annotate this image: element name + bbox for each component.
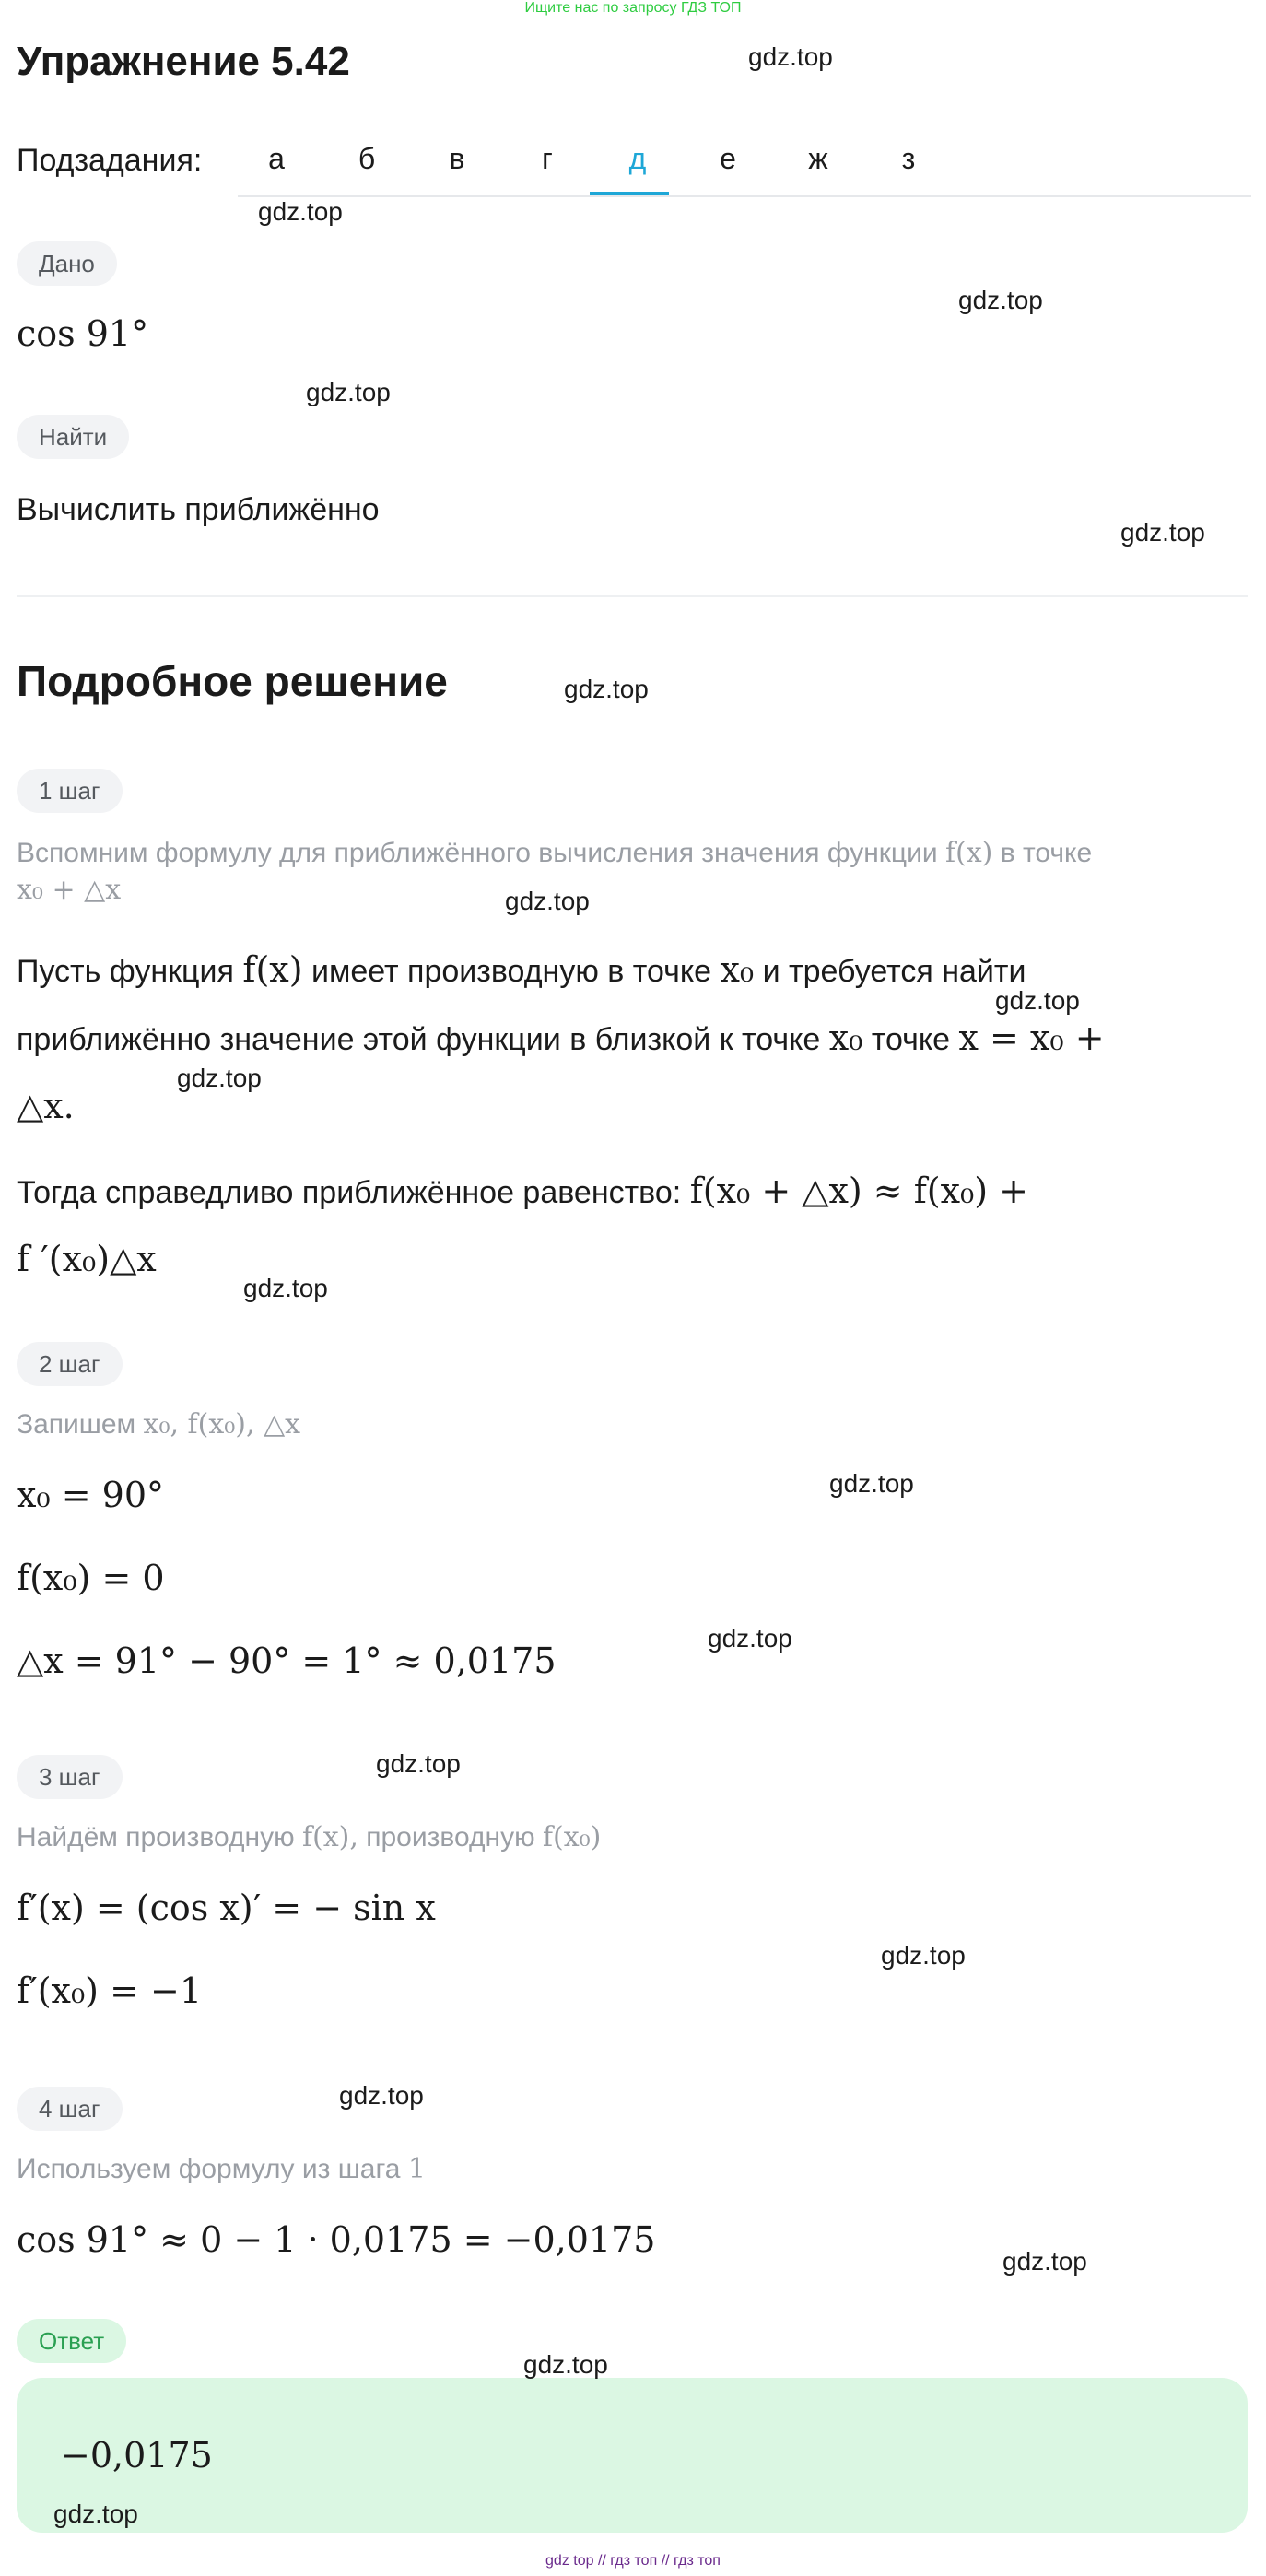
subtasks-tabs [238, 131, 1251, 197]
step3-line1: f′(x) = (cos x)′ = − sin x [17, 1888, 436, 1928]
watermark: gdz.top [243, 1274, 328, 1302]
step1-p2-eq: x = x₀ + [958, 1017, 1105, 1058]
solution-title: Подробное решение [17, 657, 448, 705]
step2-badge: 2 шаг [17, 1342, 123, 1386]
step1-p2-a: приближённо значение этой функции в близкой к точке [17, 1022, 821, 1057]
step4-hint-num: 1 [407, 2153, 426, 2185]
watermark: gdz.top [829, 1469, 914, 1498]
step2-hint-vars: x₀, f(x₀), △x [143, 1408, 301, 1441]
step3-hint-text: Найдём производную [17, 1822, 295, 1853]
step2-line3: △x = 91° − 90° = 1° ≈ 0,0175 [17, 1641, 557, 1681]
answer-value: −0,0175 [61, 2435, 213, 2476]
subtasks-label: Подзадания: [17, 143, 203, 178]
watermark: gdz.top [53, 2500, 138, 2528]
step1-spacer [17, 1141, 1242, 1158]
given-badge: Дано [17, 241, 117, 286]
step1-hint-text: Вспомним формулу для приближённого вычисления значения функции [17, 838, 938, 868]
step1-hint-text-b: в точке [1000, 838, 1093, 868]
step1-hint-point: x₀ + △x [17, 874, 122, 906]
step1-line4 [17, 1158, 1242, 1226]
step4-hint [17, 2153, 426, 2185]
tab-d[interactable]: д [628, 142, 647, 175]
watermark: gdz.top [177, 1064, 262, 1092]
active-tab-underline [590, 192, 669, 195]
step1-hint-fx: f(x) [944, 837, 993, 869]
watermark: gdz.top [258, 197, 343, 226]
tab-v[interactable]: в [449, 142, 465, 175]
step1-p1-fx: f(x) [242, 949, 303, 990]
step1-line5 [17, 1226, 1242, 1294]
watermark: gdz.top [339, 2081, 424, 2110]
step4-hint-text: Используем формулу из шага [17, 2154, 401, 2184]
step2-hint [17, 1408, 300, 1441]
step4-line1: cos 91° ≈ 0 − 1 · 0,0175 = −0,0175 [17, 2219, 656, 2260]
watermark: gdz.top [958, 286, 1043, 314]
watermark: gdz.top [564, 675, 649, 703]
step1-p1-b: имеет производную в точке [311, 954, 712, 989]
watermark: gdz.top [748, 42, 833, 71]
watermark: gdz.top [708, 1624, 792, 1653]
step1-p1-a: Пусть функция [17, 954, 234, 989]
page-title: Упражнение 5.42 [17, 39, 350, 84]
step1-p1-x0: x₀ [720, 949, 755, 990]
step3-hint-fx: f(x), [301, 1821, 358, 1853]
step3-hint [17, 1821, 601, 1853]
step1-p3: △x. [17, 1086, 75, 1126]
top-note: Ищите нас по запросу ГДЗ ТОП [524, 0, 742, 16]
find-text: Вычислить приближённо [17, 492, 380, 527]
watermark: gdz.top [306, 378, 391, 406]
answer-badge: Ответ [17, 2319, 126, 2363]
footer-links[interactable]: gdz top // гдз топ // гдз топ [545, 2553, 721, 2569]
step1-p2-b: точке [871, 1022, 951, 1057]
tab-e[interactable]: е [720, 142, 736, 175]
tab-g[interactable]: г [542, 142, 553, 175]
step1-badge: 1 шаг [17, 769, 123, 813]
step1-p1-c: и требуется найти [762, 954, 1026, 989]
watermark: gdz.top [881, 1941, 966, 1970]
tab-z[interactable]: з [901, 142, 916, 175]
step1-p4-eq: f(x₀ + △x) ≈ f(x₀) + [689, 1170, 1029, 1211]
step1-p4-a: Тогда справедливо приближённое равенство: [17, 1175, 682, 1210]
watermark: gdz.top [1002, 2247, 1087, 2276]
tab-b[interactable]: б [358, 142, 376, 175]
step3-hint-text-b: производную [366, 1822, 535, 1853]
divider [17, 595, 1248, 597]
step1-p2-x0: x₀ [828, 1017, 863, 1058]
step2-line1: x₀ = 90° [17, 1475, 165, 1515]
step3-hint-fx0: f(x₀) [542, 1821, 602, 1853]
step3-badge: 3 шаг [17, 1755, 123, 1799]
tab-zh[interactable]: ж [808, 142, 828, 175]
step1-hint [17, 835, 1242, 909]
step2-hint-text: Запишем [17, 1409, 136, 1440]
given-expression: cos 91° [17, 313, 149, 354]
watermark: gdz.top [505, 887, 590, 915]
watermark: gdz.top [376, 1749, 461, 1778]
watermark: gdz.top [1120, 518, 1205, 547]
step4-badge: 4 шаг [17, 2087, 123, 2131]
find-badge: Найти [17, 415, 129, 459]
watermark: gdz.top [995, 986, 1080, 1015]
tab-a[interactable]: а [268, 142, 285, 175]
watermark: gdz.top [523, 2350, 608, 2379]
step2-line2: f(x₀) = 0 [17, 1558, 165, 1598]
step3-line2: f′(x₀) = −1 [17, 1970, 203, 2011]
step1-p5: f ′(x₀)△x [17, 1239, 157, 1279]
